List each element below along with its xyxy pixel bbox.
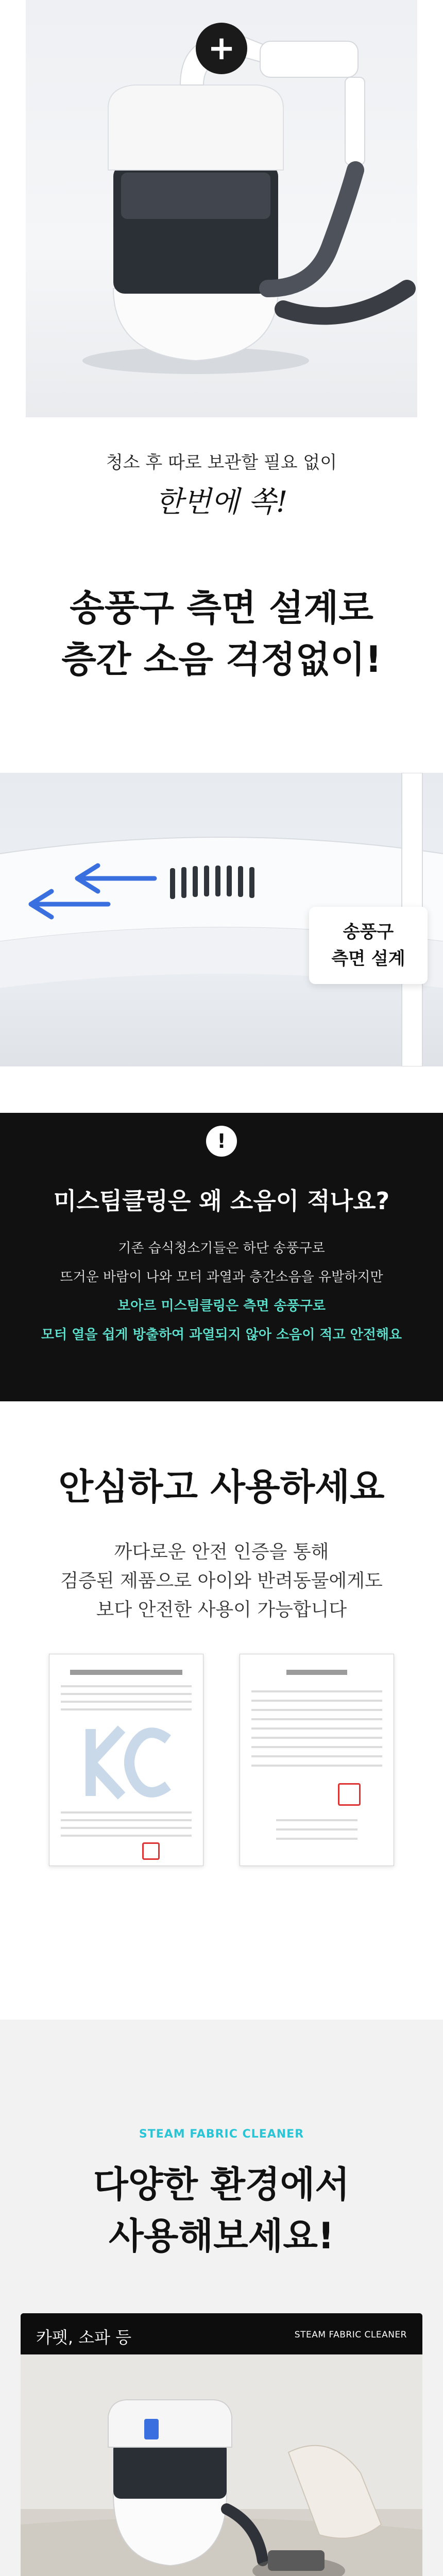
safety-certificate-image (240, 1654, 394, 1866)
safety-title: 안심하고 사용하세요 (58, 1466, 385, 1508)
noise-info-line: 뜨거운 바람이 나와 모터 과열과 층간소음을 유발하지만 (60, 1269, 383, 1285)
kc-certificate-image (49, 1654, 203, 1866)
info-number-badge: ! (206, 1126, 237, 1157)
noise-info-line: 기존 습식청소기들은 하단 송풍구로 (118, 1241, 325, 1256)
storage-caption: 청소 후 따로 보관할 필요 없이 (106, 452, 337, 473)
storage-section (0, 0, 443, 520)
safety-body: 까다로운 안전 인증을 통해 검증된 제품으로 아이와 반려동물에게도 보다 안전한 사용이 가능합니다 (60, 1541, 383, 1620)
side-vent-title: 송풍구 측면 설계로 층간 소음 걱정없이! (61, 587, 382, 681)
noise-info-title: 미스팀클링은 왜 소음이 적나요? (53, 1187, 390, 1215)
noise-info-highlight: 모터 열을 쉽게 방출하여 과열되지 않아 소음이 적고 안전해요 (41, 1327, 402, 1343)
noise-info-body (0, 1234, 443, 1349)
noise-info-highlight: 보아르 미스팀클링은 측면 송풍구로 (117, 1298, 326, 1314)
card-brand: STEAM FABRIC CLEANER (294, 2330, 407, 2340)
environments-eyebrow: STEAM FABRIC CLEANER (139, 2128, 304, 2141)
kc-mark-icon (80, 1724, 173, 1801)
card-label: 카펫, 소파 등 (36, 2328, 132, 2347)
carpet-usage-photo (21, 2354, 422, 2576)
environments-title: 다양한 환경에서 사용해보세요! (93, 2163, 350, 2257)
environment-card-carpet (21, 2313, 422, 2576)
plus-icon: + (196, 23, 247, 74)
storage-script-text: 한번에 쏙! (155, 485, 288, 519)
side-vent-badge: 송풍구 측면 설계 (309, 907, 428, 984)
